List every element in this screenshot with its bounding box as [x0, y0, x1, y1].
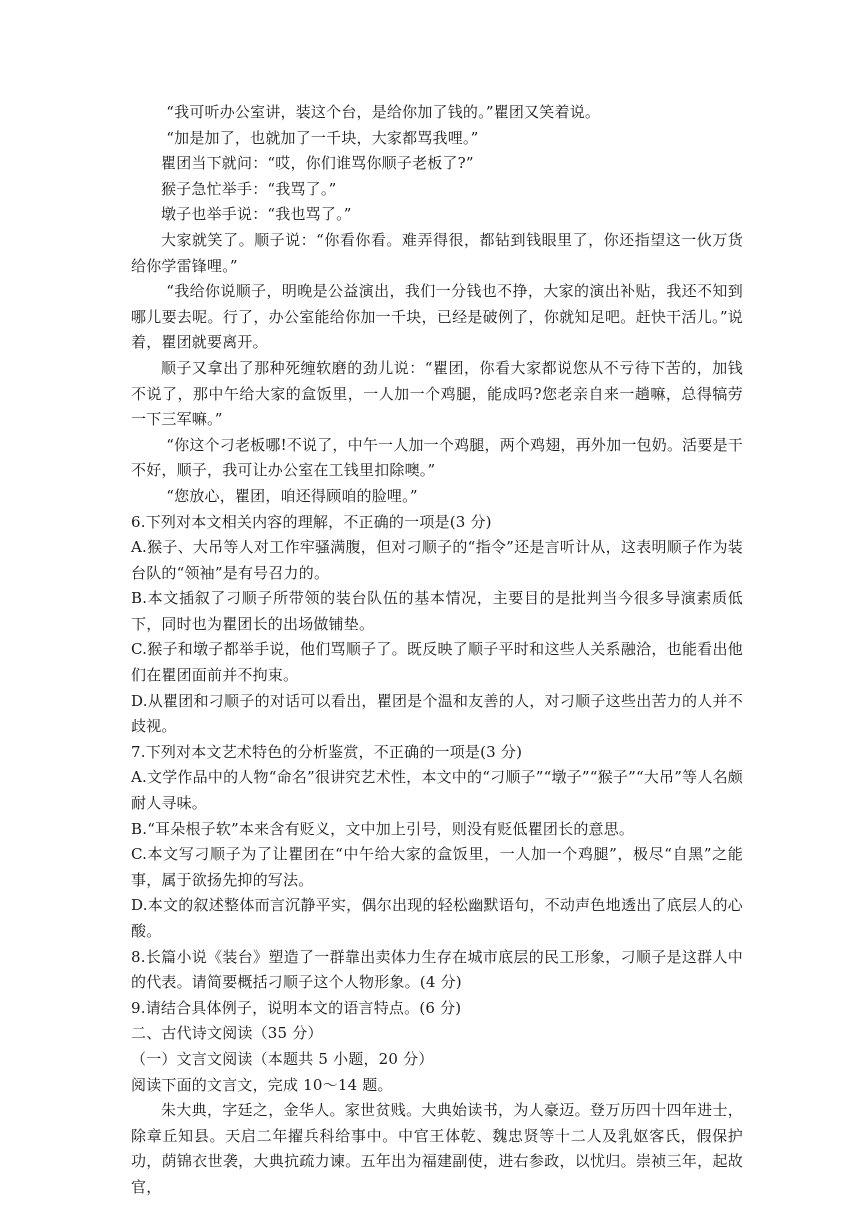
question-6-stem: 6.下列对本文相关内容的理解，不正确的一项是(3 分)	[131, 512, 492, 531]
question-7-option-a: A.文学作品中的人物“命名”很讲究艺术性，本文中的“刁顺子”“墩子”“猴子”“大吊”等人名颇耐人寻味。	[131, 768, 743, 813]
section-2-subtitle: （一）文言文阅读（本题共 5 小题，20 分）	[131, 1049, 434, 1068]
story-paragraph: 大家就笑了。顺子说：“你看你看。难弄得很，都钻到钱眼里了，你还指望这一伙万货给你学雷锋哩。”	[131, 230, 743, 275]
story-paragraph: 顺子又拿出了那种死缠软磨的劲儿说：“瞿团，你看大家都说您从不亏待下苦的，加钱不说了，那中午给大家的盒饭里，一人加一个鸡腿，能成吗?您老亲自来一趟嘛，总得犒劳一下三军嘛。”	[131, 358, 743, 429]
story-paragraph: “我可听办公室讲，装这个台，是给你加了钱的。”瞿团又笑着说。	[166, 103, 601, 121]
page-content	[131, 100, 743, 1201]
story-paragraph: “我给你说顺子，明晚是公益演出，我们一分钱也不挣，大家的演出补贴，我还不知到哪儿要去呢。行了，办公室能给你加一千块，已经是破例了，你就知足吧。赶快干活儿。”说着，瞿团就要离开。	[131, 282, 743, 352]
story-paragraph: “你这个刁老板哪!不说了，中午一人加一个鸡腿，两个鸡翅，再外加一包奶。活要是干不好，顺子，我可让办公室在工钱里扣除噢。”	[131, 435, 743, 480]
story-paragraph: 墩子也举手说：“我也骂了。”	[161, 205, 352, 224]
section-2-instruction: 阅读下面的文言文，完成 10～14 题。	[131, 1075, 393, 1094]
section-2-title: 二、古代诗文阅读（35 分）	[131, 1024, 323, 1043]
classical-passage: 朱大典，字廷之，金华人。家世贫贱。大典始读书，为人豪迈。登万历四十四年进士，除章丘知县。天启二年擢兵科给事中。中官王体乾、魏忠贤等十二人及乳妪客氏，假保护功，荫锦衣世袭，大典抗疏力谏。五年出为福建副使，进右参政，以忧归。崇祯三年，起故官，	[131, 1101, 743, 1196]
question-7-stem: 7.下列对本文艺术特色的分析鉴赏，不正确的一项是(3 分)	[131, 742, 523, 761]
question-6-option-d: D.从瞿团和刁顺子的对话可以看出，瞿团是个温和友善的人，对刁顺子这些出苦力的人并不歧视。	[131, 691, 743, 736]
question-7-option-c: C.本文写刁顺子为了让瞿团在“中午给大家的盒饭里，一人加一个鸡腿”，极尽“自黑”之能事，属于欲扬先抑的写法。	[131, 845, 743, 889]
story-paragraph: “加是加了，也就加了一千块，大家都骂我哩。”	[166, 128, 479, 147]
story-paragraph: “您放心，瞿团，咱还得顾咱的脸哩。”	[166, 486, 418, 505]
story-paragraph: 猴子急忙举手：“我骂了。”	[161, 179, 337, 198]
question-9: 9.请结合具体例子，说明本文的语言特点。(6 分)	[131, 998, 462, 1017]
question-6-option-c: C.猴子和墩子都举手说，他们骂顺子了。既反映了顺子平时和这些人关系融洽，也能看出他们在瞿团面前并不拘束。	[131, 640, 743, 685]
question-7-option-d: D.本文的叙述整体而言沉静平实，偶尔出现的轻松幽默语句，不动声色地透出了底层人的心酸。	[131, 896, 743, 940]
question-7-option-b: B.“耳朵根子软”本来含有贬义，文中加上引号，则没有贬低瞿团长的意思。	[131, 819, 635, 838]
question-6-option-a: A.猴子、大吊等人对工作牢骚满腹，但对刁顺子的“指令”还是言听计从，这表明顺子作为装台队的“领袖”是有号召力的。	[131, 538, 743, 582]
question-8: 8.长篇小说《装台》塑造了一群靠出卖体力生存在城市底层的民工形象，刁顺子是这群人中的代表。请简要概括刁顺子这个人物形象。(4 分)	[131, 947, 743, 992]
question-6-option-b: B.本文插叙了刁顺子所带领的装台队伍的基本情况，主要目的是批判当今很多导演素质低下，同时也为瞿团长的出场做铺垫。	[131, 589, 743, 633]
story-paragraph: 瞿团当下就问：“哎，你们谁骂你顺子老板了?”	[161, 154, 474, 173]
